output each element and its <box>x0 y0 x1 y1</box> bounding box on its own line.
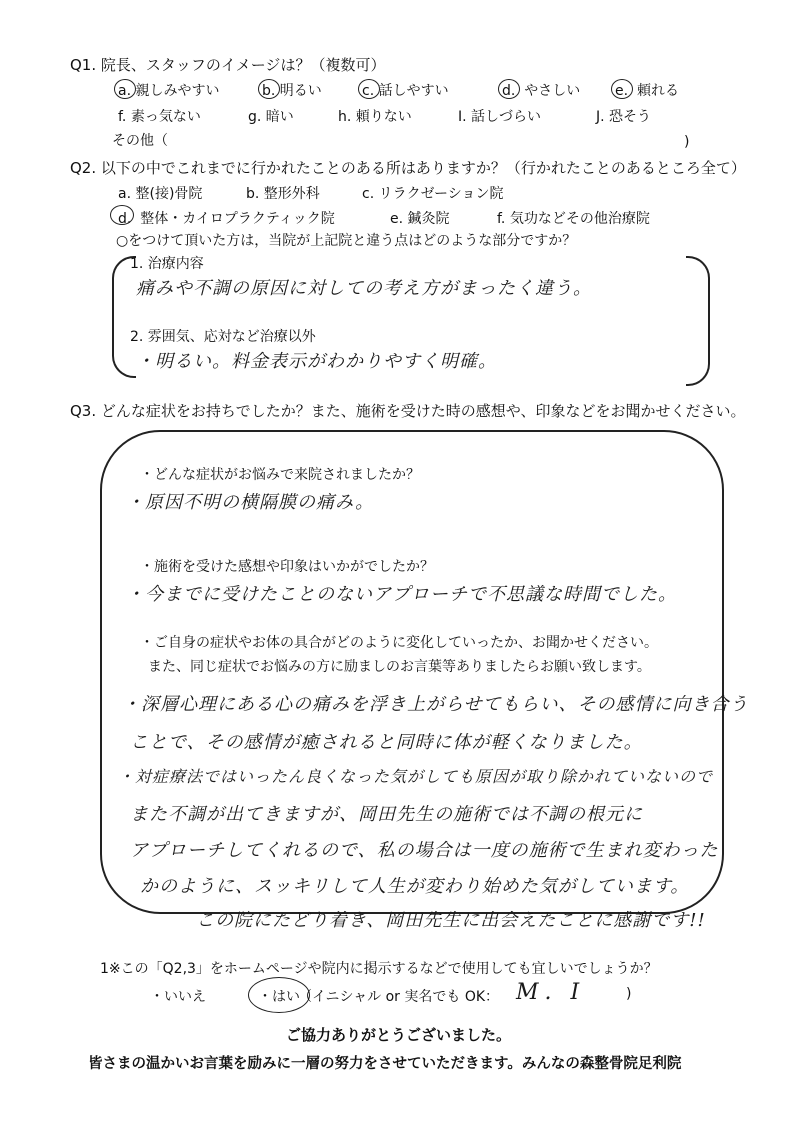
q2-option-label: 整形外科 <box>263 186 320 202</box>
q1-option-label: 頼りない <box>355 109 412 125</box>
q1-option-label: 明るい <box>279 83 322 99</box>
q2-option-key: c. <box>362 186 375 202</box>
q1-question: Q1. 院長、スタッフのイメージは？（複数可） <box>70 56 386 74</box>
q3-answer-3-line: ・対症療法ではいったん良くなった気がしても原因が取り除かれていないので <box>118 767 714 786</box>
consent-no: ・いいえ <box>150 989 206 1005</box>
q2-option-c <box>362 183 504 203</box>
q1-option-label: 恐そう <box>609 109 652 125</box>
q1-option-key: c. <box>362 83 375 99</box>
q2-option-a <box>118 183 202 203</box>
q2-option-key: e. <box>390 211 404 227</box>
footer-thanks: ご協力ありがとうございました。 <box>286 1026 512 1044</box>
q2-followup: ○をつけて頂いた方は，当院が上記院と違う点はどのような部分ですか？ <box>116 233 577 249</box>
q1-option-label: 暗い <box>265 109 294 125</box>
q3-answer-3-line: アプローチしてくれるので、私の場合は一度の施術で生まれ変わった <box>130 840 719 861</box>
q1-option-key: h. <box>338 109 352 125</box>
q2-sub2-label: 2. 雰囲気、応対など治療以外 <box>130 329 316 345</box>
q2-question: Q2. 以下の中でこれまでに行かれたことのある所はありますか？（行かれたことのあるところ全て） <box>70 159 746 177</box>
consent-yes: ・はい <box>258 989 300 1005</box>
q1-option-g <box>248 106 294 126</box>
q2-option-label: 整(接)骨院 <box>135 186 203 202</box>
q2-option-d <box>118 208 335 228</box>
q3-answer-1: ・原因不明の横隔膜の痛み。 <box>126 492 375 513</box>
q3-prompt-2: ・施術を受けた感想や印象はいかがでしたか？ <box>140 559 434 575</box>
q1-option-h <box>338 106 412 126</box>
q1-option-key: g. <box>248 109 262 125</box>
q2-option-b <box>246 183 320 203</box>
q3-prompt-3-line1: ・ご自身の症状やお体の具合がどのように変化していったか、お聞かせください。 <box>140 635 658 651</box>
q2-option-key: d. <box>118 211 132 227</box>
q3-answer-2: ・今までに受けたことのないアプローチで不思議な時間でした。 <box>126 584 677 605</box>
selection-circle-b <box>258 79 280 99</box>
q2-option-key: b. <box>246 186 260 202</box>
consent-initial-label: （イニシャル or 実名でも OK： <box>298 989 500 1005</box>
q3-answer-3-line: かのように、スッキリして人生が変わり始めた気がしています。 <box>140 876 690 897</box>
q2-sub1-label: 1. 治療内容 <box>130 256 204 272</box>
q2-sub2-answer: ・明るい。料金表示がわかりやすく明確。 <box>136 351 497 372</box>
q1-option-key: b. <box>262 83 276 99</box>
q2-bracket-left <box>112 256 136 378</box>
q2-option-label: 整体・カイロプラクティック院 <box>140 211 335 227</box>
q1-option-label: 素っ気ない <box>130 109 201 125</box>
q1-option-label: 頼れる <box>636 83 679 99</box>
q1-option-key: d. <box>502 83 516 99</box>
consent-initial-value: M. I <box>516 980 586 1005</box>
selection-circle-a <box>114 79 136 99</box>
q3-answer-3-line: この院にたどり着き、岡田先生に出会えたことに感謝です!! <box>196 910 706 931</box>
footer-message: 皆さまの温かいお言葉を励みに一層の努力をさせていただきます。みんなの森整骨院足利院 <box>88 1056 682 1072</box>
q2-bracket-right <box>686 256 710 386</box>
q3-prompt-1: ・どんな症状がお悩みで来院されましたか？ <box>140 467 420 483</box>
consent-question: 1※この「Q2,3」をホームページや院内に掲示するなどで使用しても宜しいでしょうか？ <box>100 961 658 977</box>
q1-option-label: 親しみやすい <box>135 83 220 99</box>
q1-option-key: a. <box>118 83 132 99</box>
q1-option-f <box>118 106 201 126</box>
selection-circle-c <box>358 79 380 99</box>
q1-option-key: e. <box>615 83 629 99</box>
q2-option-key: a. <box>118 186 132 202</box>
q3-answer-3-line: また不調が出てきますが、岡田先生の施術では不調の根元に <box>130 804 643 825</box>
q1-option-j <box>596 106 651 126</box>
q2-option-key: f. <box>497 211 506 227</box>
q3-prompt-3-line2: また、同じ症状でお悩みの方に励ましのお言葉等ありましたらお願い致します。 <box>148 659 651 675</box>
q1-option-key: I. <box>458 109 467 125</box>
q2-option-label: 鍼灸院 <box>407 211 450 227</box>
q2-option-label: 気功などその他治療院 <box>509 211 650 227</box>
q1-other-close: ) <box>684 134 690 150</box>
q1-option-i <box>458 106 541 126</box>
q2-option-e <box>390 208 450 228</box>
q2-option-f <box>497 208 650 228</box>
q1-other: その他（ <box>112 133 168 149</box>
q1-option-key: J. <box>596 109 605 125</box>
q1-option-key: f. <box>118 109 127 125</box>
q1-option-label: やさしい <box>524 83 581 99</box>
selection-circle-d <box>498 79 520 99</box>
selection-circle-e <box>611 79 633 99</box>
q3-answer-3-line: ことで、その感情が癒されると同時に体が軽くなりました。 <box>130 732 643 753</box>
q2-option-label: リラクゼーション院 <box>378 186 504 202</box>
q3-question: Q3. どんな症状をお持ちでしたか？また、施術を受けた時の感想や、印象などをお聞かせください。 <box>70 402 746 420</box>
q3-answer-3-line: ・深層心理にある心の痛みを浮き上がらせてもらい、その感情に向き合う <box>122 694 749 715</box>
consent-close: ) <box>626 986 632 1002</box>
q2-sub1-answer: 痛みや不調の原因に対しての考え方がまったく違う。 <box>136 278 592 299</box>
selection-circle-d <box>110 205 134 225</box>
q1-option-label: 話しづらい <box>471 109 542 125</box>
q1-option-label: 話しやすい <box>378 83 449 99</box>
